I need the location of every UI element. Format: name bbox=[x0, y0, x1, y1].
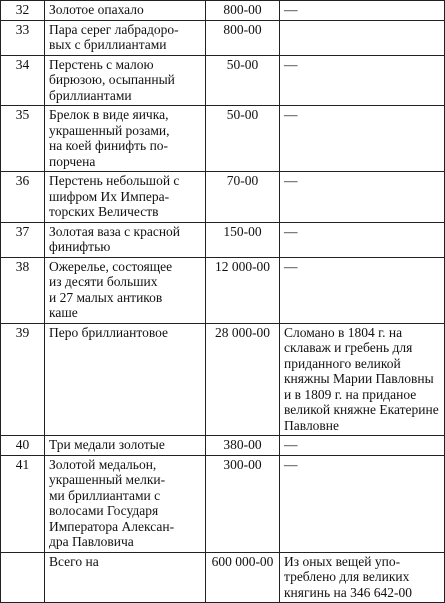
item-note: — bbox=[280, 55, 445, 106]
table-row bbox=[1, 436, 445, 456]
item-description: Золотая ваза с красной финифтью bbox=[45, 222, 206, 257]
item-price: 380-00 bbox=[206, 436, 280, 456]
table-row bbox=[1, 323, 445, 436]
item-note: — bbox=[280, 172, 445, 223]
item-description: Перо бриллиантовое bbox=[45, 323, 206, 436]
item-price: 70-00 bbox=[206, 172, 280, 223]
table-row bbox=[1, 222, 445, 257]
table-row bbox=[1, 106, 445, 172]
row-number: 35 bbox=[1, 106, 45, 172]
item-price: 12 000-00 bbox=[206, 257, 280, 323]
table-row bbox=[1, 55, 445, 106]
item-description: Брелок в виде яичка, украшенный розами, на коей финифть по- порчена bbox=[45, 106, 206, 172]
row-number: 40 bbox=[1, 436, 45, 456]
item-description: Три медали золотые bbox=[45, 436, 206, 456]
table-row bbox=[1, 172, 445, 223]
item-price: 300-00 bbox=[206, 455, 280, 552]
item-note: — bbox=[280, 106, 445, 172]
item-description: Перстень небольшой с шифром Их Импера- торских Величеств bbox=[45, 172, 206, 223]
row-number: 32 bbox=[1, 1, 45, 21]
row-number: 37 bbox=[1, 222, 45, 257]
item-note: — bbox=[280, 257, 445, 323]
item-note: — bbox=[280, 436, 445, 456]
table-row-total bbox=[1, 552, 445, 603]
item-note: Сломано в 1804 г. на склаваж и гребень для приданного великой княжны Марии Павловны и в 1809 г. на приданое великой княжне Екатерине Павловне bbox=[280, 323, 445, 436]
table-row bbox=[1, 20, 445, 55]
item-price: 800-00 bbox=[206, 20, 280, 55]
item-note: — bbox=[280, 222, 445, 257]
total-label: Всего на bbox=[45, 552, 206, 603]
total-price: 600 000-00 bbox=[206, 552, 280, 603]
total-note: Из оных вещей упо- треблено для великих княгинь на 346 642-00 bbox=[280, 552, 445, 603]
inventory-table-body bbox=[1, 1, 445, 603]
item-note: — bbox=[280, 1, 445, 21]
row-number bbox=[1, 552, 45, 603]
item-note: — bbox=[280, 455, 445, 552]
row-number: 34 bbox=[1, 55, 45, 106]
table-row bbox=[1, 1, 445, 21]
item-description: Пара серег лабрадоро- вых с бриллиантами bbox=[45, 20, 206, 55]
item-price: 150-00 bbox=[206, 222, 280, 257]
item-price: 28 000-00 bbox=[206, 323, 280, 436]
row-number: 41 bbox=[1, 455, 45, 552]
row-number: 39 bbox=[1, 323, 45, 436]
row-number: 36 bbox=[1, 172, 45, 223]
item-description: Перстень с малою бирюзою, осыпанный бриллиантами bbox=[45, 55, 206, 106]
table-row bbox=[1, 455, 445, 552]
item-price: 50-00 bbox=[206, 106, 280, 172]
item-description: Ожерелье, состоящее из десяти больших и 27 малых антиков каше bbox=[45, 257, 206, 323]
item-note bbox=[280, 20, 445, 55]
item-description: Золотое опахало bbox=[45, 1, 206, 21]
row-number: 33 bbox=[1, 20, 45, 55]
table-row bbox=[1, 257, 445, 323]
item-price: 800-00 bbox=[206, 1, 280, 21]
item-description: Золотой медальон, украшенный мелки- ми бриллиантами с волосами Государя Императора Алексан- дра Павловича bbox=[45, 455, 206, 552]
item-price: 50-00 bbox=[206, 55, 280, 106]
row-number: 38 bbox=[1, 257, 45, 323]
